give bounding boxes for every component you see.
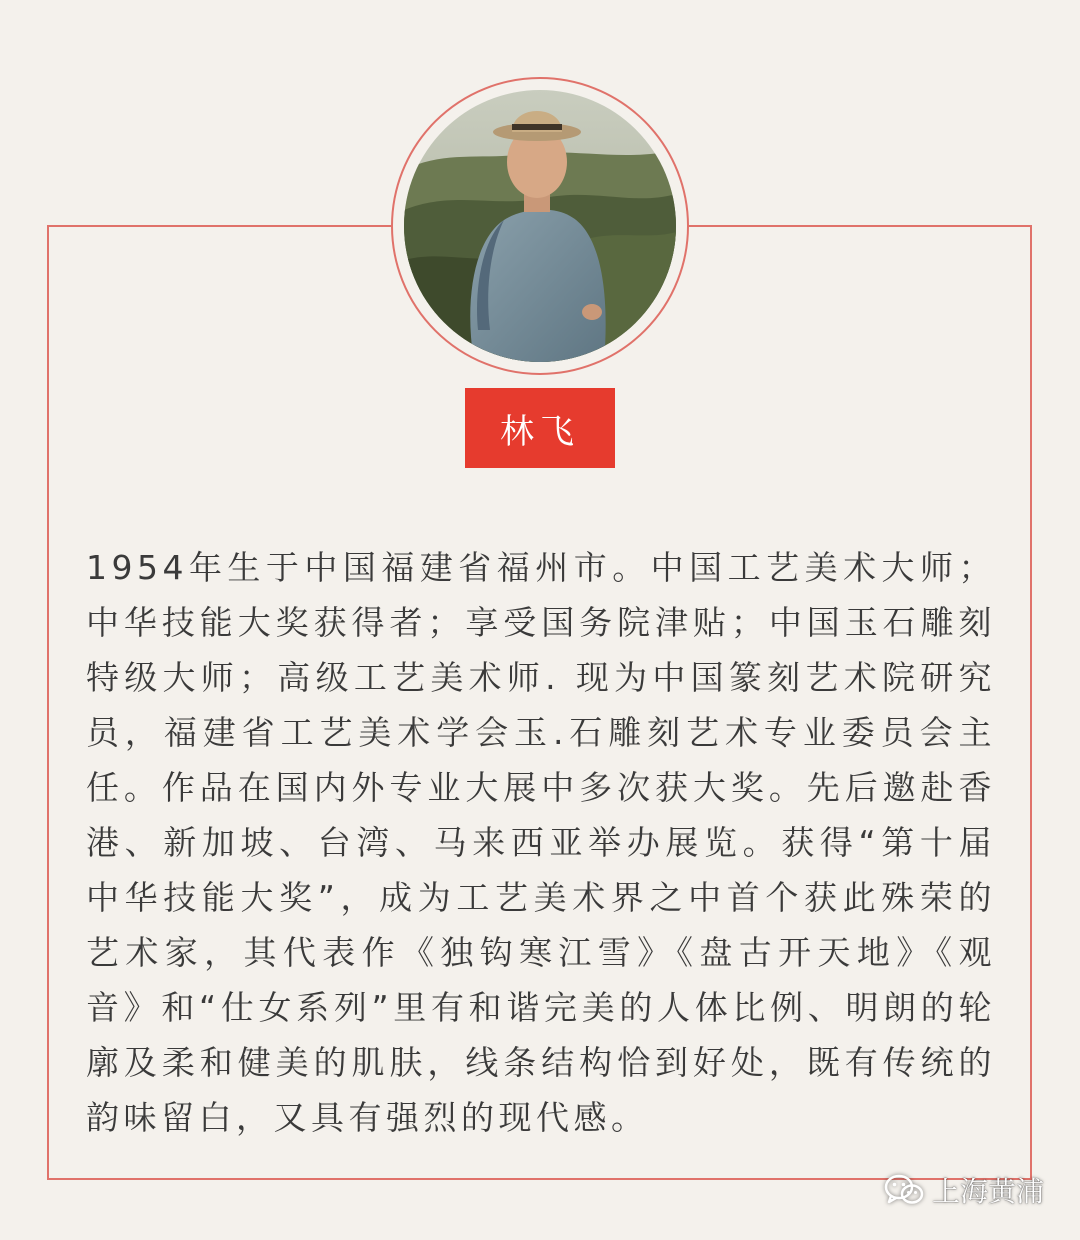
- watermark-text: 上海黄浦: [931, 1175, 1044, 1208]
- wechat-icon: [884, 1173, 924, 1207]
- portrait-photo: [404, 90, 676, 362]
- bio-text: 1954年生于中国福建省福州市。中国工艺美术大师；中华技能大奖获得者；享受国务院津贴；中国玉石雕刻特级大师；高级工艺美术师. 现为中国篆刻艺术院研究员，福建省工艺美术学会玉.石雕刻艺术专业委员会主任。作品在国内外专业大展中多次获大奖。先后邀赴香港、新加坡、台湾、马来西亚举办展览。获得“第十届中华技能大奖”，成为工艺美术界之中首个获此殊荣的艺术家，其代表作《独钩寒江雪》《盘古开天地》《观音》和“仕女系列”里有和谐完美的人体比例、明朗的轮廓及柔和健美的肌肤，线条结构恰到好处，既有传统的韵味留白，又具有强烈的现代感。: [86, 548, 996, 1137]
- name-badge: 林飞: [465, 388, 615, 468]
- watermark: [884, 1170, 1044, 1210]
